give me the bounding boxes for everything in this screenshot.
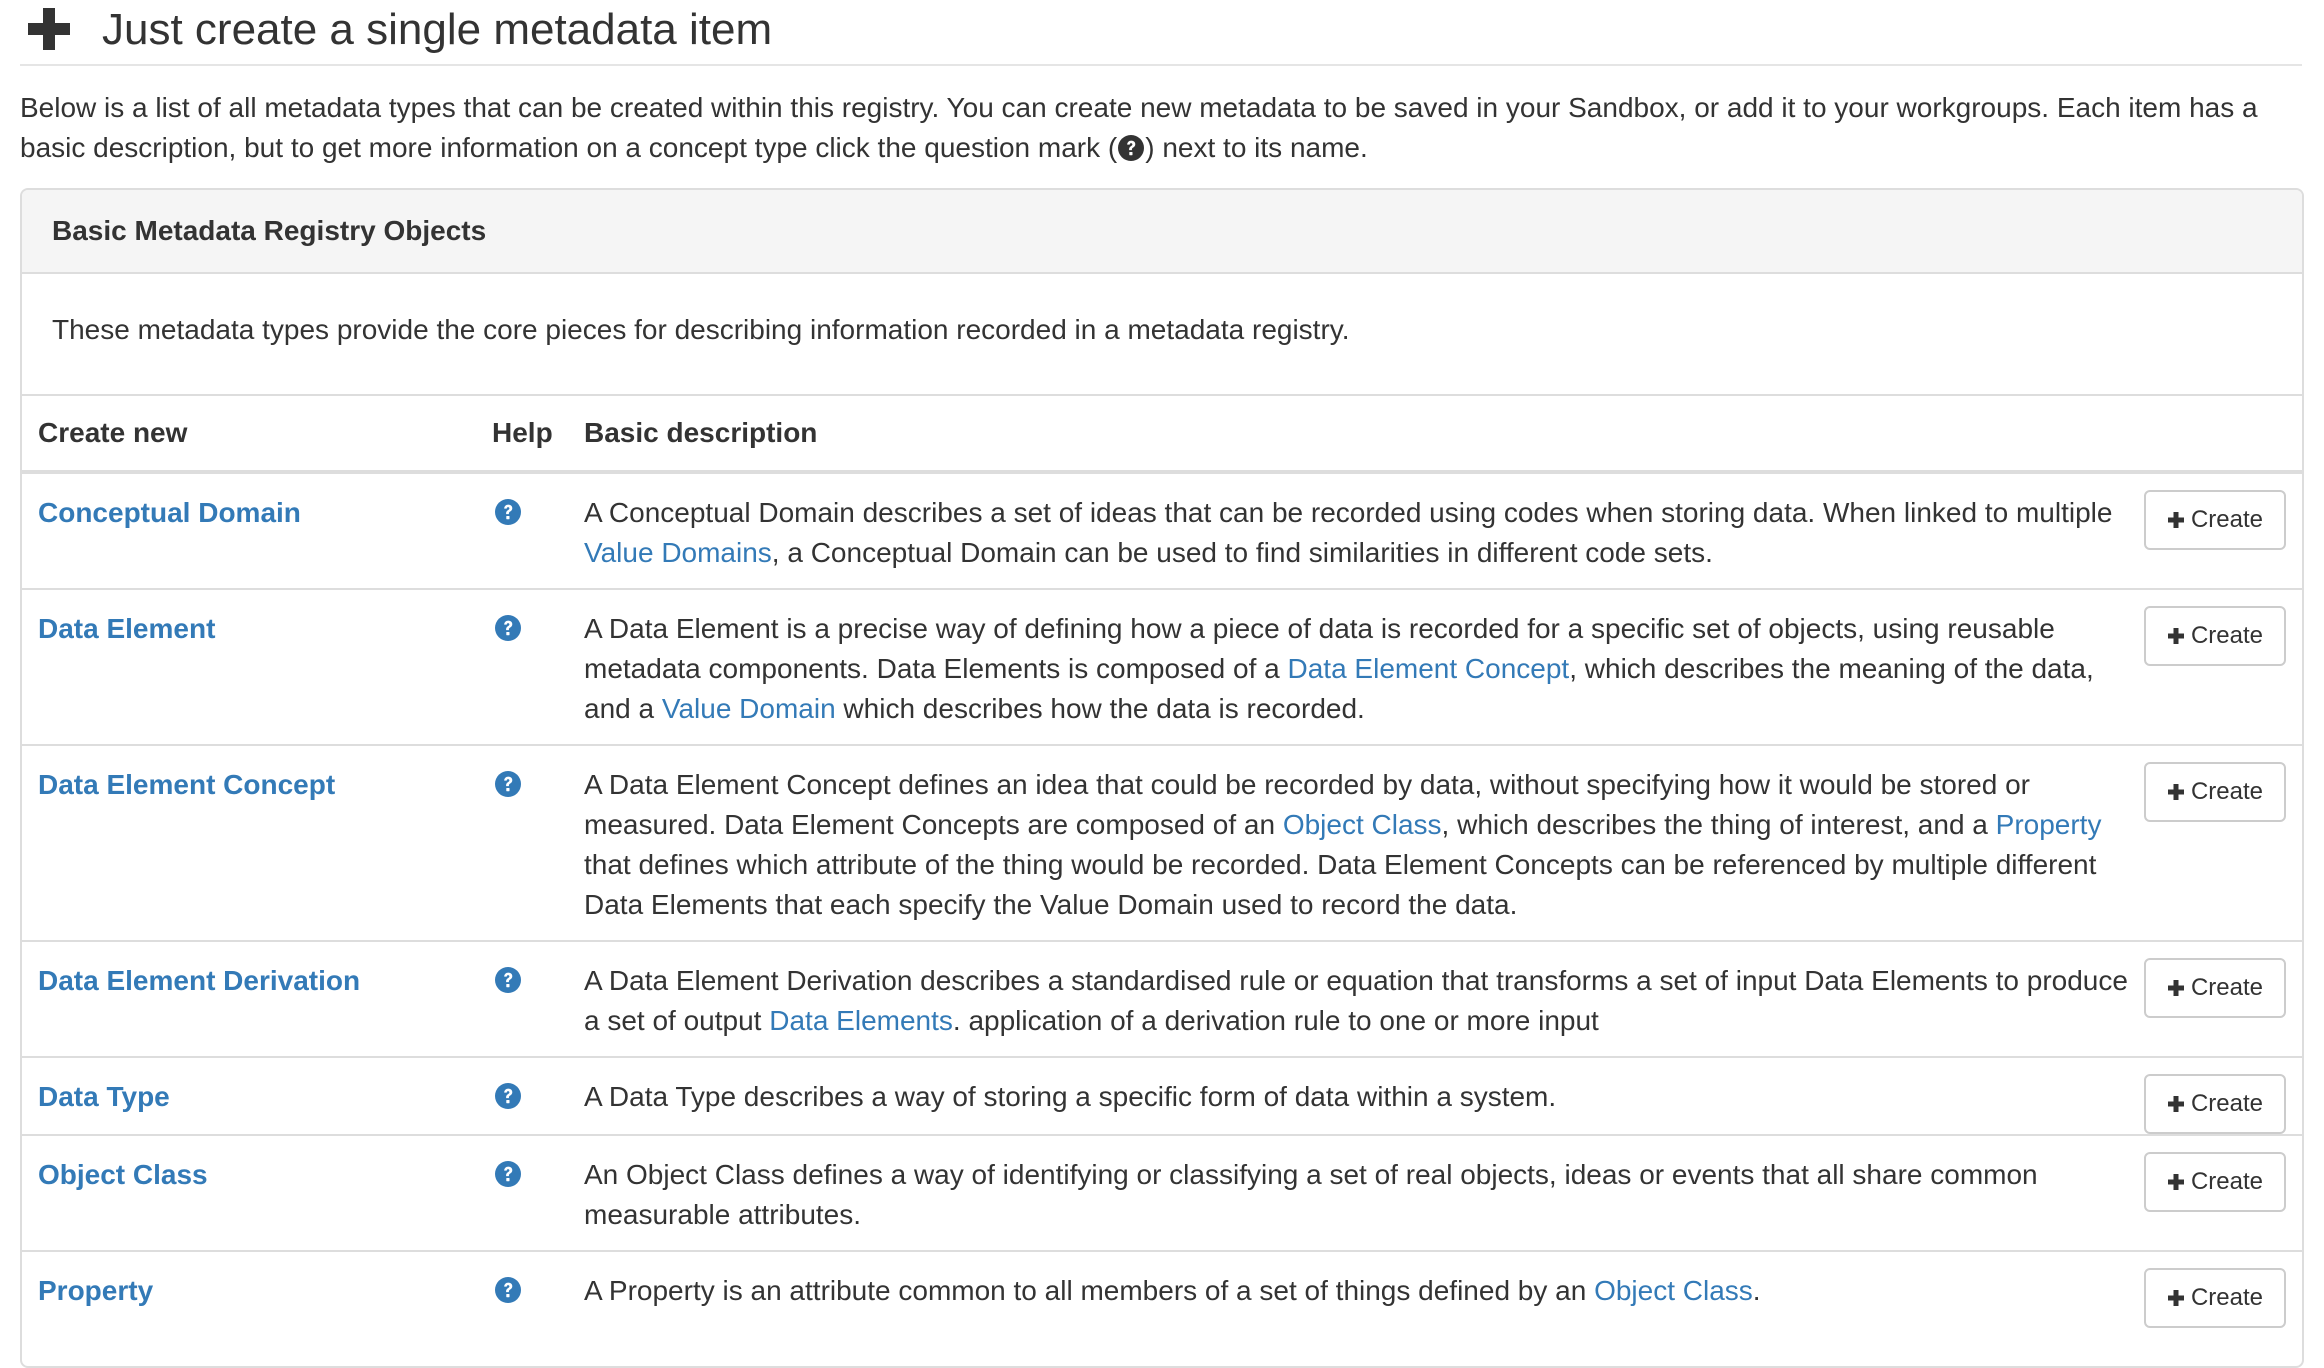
- plus-icon: [2167, 1173, 2185, 1191]
- table-header-row: [22, 396, 2302, 472]
- description-link[interactable]: Value Domain: [661, 693, 836, 724]
- type-name-link[interactable]: Conceptual Domain: [38, 497, 301, 528]
- description-text: that defines which attribute of the thing would be recorded. Data Element Concepts can be referenced by multiple different Data Elements that each specify the Value Domain used to record the data.: [584, 849, 2097, 920]
- create-button[interactable]: [2144, 762, 2286, 822]
- plus-icon: [2167, 783, 2185, 801]
- help-cell: [492, 1057, 584, 1135]
- create-button[interactable]: [2144, 1074, 2286, 1134]
- description-text: A Data Type describes a way of storing a specific form of data within a system.: [584, 1081, 1557, 1112]
- create-button-label: Create: [2190, 974, 2264, 1001]
- intro-text: [20, 88, 2310, 168]
- description-text: , a Conceptual Domain can be used to find similarities in different code sets.: [771, 537, 1713, 568]
- create-button[interactable]: [2144, 490, 2286, 550]
- question-circle-icon[interactable]: [494, 1160, 522, 1188]
- help-cell: [492, 941, 584, 1057]
- description-cell: [584, 745, 2144, 941]
- plus-icon: [2167, 627, 2185, 645]
- action-cell: [2144, 941, 2302, 1057]
- type-name-link[interactable]: Data Type: [38, 1081, 170, 1112]
- description-cell: [584, 472, 2144, 589]
- question-circle-icon[interactable]: [494, 1276, 522, 1304]
- description-cell: [584, 1135, 2144, 1251]
- create-button[interactable]: [2144, 606, 2286, 666]
- create-button[interactable]: [2144, 1268, 2286, 1328]
- create-button-label: Create: [2190, 1168, 2264, 1195]
- section-heading: [20, 0, 2302, 66]
- type-name-link[interactable]: Data Element Derivation: [38, 965, 361, 996]
- type-name-cell: [22, 1057, 492, 1135]
- action-cell: [2144, 1251, 2302, 1328]
- description-text: .: [1752, 1275, 1761, 1306]
- table-row: [22, 1135, 2302, 1251]
- table-body: [22, 472, 2302, 1328]
- question-circle-icon[interactable]: [494, 770, 522, 798]
- help-cell: [492, 472, 584, 589]
- table-row: [22, 941, 2302, 1057]
- description-link[interactable]: Object Class: [1594, 1275, 1753, 1306]
- description-link[interactable]: Data Element Concept: [1287, 653, 1570, 684]
- description-cell: [584, 1251, 2144, 1328]
- description-cell: [584, 589, 2144, 745]
- column-header-help: Help: [492, 396, 584, 472]
- question-circle-icon[interactable]: [494, 614, 522, 642]
- description-text: . application of a derivation rule to one or more input: [952, 1005, 1599, 1036]
- type-name-cell: [22, 1251, 492, 1328]
- description-text: An Object Class defines a way of identifying or classifying a set of real objects, ideas or events that all share common measurable attributes.: [584, 1159, 2038, 1230]
- action-cell: [2144, 472, 2302, 589]
- column-header-description: Basic description: [584, 396, 2144, 472]
- panel-title: Basic Metadata Registry Objects: [52, 215, 487, 246]
- plus-icon: [2167, 1095, 2185, 1113]
- type-name-cell: [22, 472, 492, 589]
- type-name-cell: [22, 941, 492, 1057]
- action-cell: [2144, 589, 2302, 745]
- panel-description-text: These metadata types provide the core pieces for describing information recorded in a metadata registry.: [52, 314, 1350, 345]
- description-text: A Data Element Concept defines an idea that could be recorded by data, without specifying how it would be stored or measured. Data Element Concepts are composed of an: [584, 769, 2030, 840]
- table-row: [22, 589, 2302, 745]
- description-link[interactable]: Property: [1995, 809, 2102, 840]
- help-cell: [492, 1251, 584, 1328]
- plus-icon: [2167, 1289, 2185, 1307]
- create-button-label: Create: [2190, 622, 2264, 649]
- description-text: A Conceptual Domain describes a set of ideas that can be recorded using codes when storing data. When linked to multiple: [584, 497, 2113, 528]
- intro-text-after: ) next to its name.: [1145, 132, 1368, 163]
- create-button-label: Create: [2190, 1090, 2264, 1117]
- description-link[interactable]: Data Elements: [769, 1005, 953, 1036]
- help-cell: [492, 745, 584, 941]
- description-text: A Data Element is a precise way of defining how a piece of data is recorded for a specific set of objects, using reusable metadata components. Data Elements is composed of a: [584, 613, 2055, 684]
- plus-icon: [2167, 511, 2185, 529]
- description-cell: [584, 941, 2144, 1057]
- description-text: , which describes the thing of interest, and a: [1441, 809, 1996, 840]
- action-cell: [2144, 745, 2302, 941]
- create-button[interactable]: [2144, 958, 2286, 1018]
- question-circle-icon: [1117, 133, 1145, 161]
- panel-heading: [22, 190, 2302, 274]
- action-cell: [2144, 1057, 2302, 1135]
- intro-text-before: Below is a list of all metadata types that can be created within this registry. You can create new metadata to be saved in your Sandbox, or add it to your workgroups. Each item has a basic description, but to get more information on a concept type click the question mark (: [20, 92, 2258, 163]
- table-row: [22, 1251, 2302, 1328]
- create-button-label: Create: [2190, 778, 2264, 805]
- description-cell: [584, 1057, 2144, 1135]
- metadata-panel: [20, 188, 2304, 1368]
- description-link[interactable]: Value Domains: [584, 537, 772, 568]
- description-text: A Property is an attribute common to all members of a set of things defined by an: [584, 1275, 1595, 1306]
- create-button-label: Create: [2190, 1284, 2264, 1311]
- column-header-create-new: Create new: [22, 396, 492, 472]
- question-circle-icon[interactable]: [494, 498, 522, 526]
- type-name-link[interactable]: Data Element Concept: [38, 769, 336, 800]
- type-name-link[interactable]: Object Class: [38, 1159, 208, 1190]
- type-name-cell: [22, 745, 492, 941]
- type-name-cell: [22, 1135, 492, 1251]
- plus-icon: [26, 6, 72, 52]
- page-title: Just create a single metadata item: [102, 5, 773, 54]
- question-circle-icon[interactable]: [494, 966, 522, 994]
- type-name-link[interactable]: Property: [38, 1275, 154, 1306]
- description-link[interactable]: Object Class: [1282, 809, 1442, 840]
- panel-description: [22, 274, 2302, 396]
- table-row: [22, 472, 2302, 589]
- create-button[interactable]: [2144, 1152, 2286, 1212]
- description-text: , which describes the meaning of the data, and a: [584, 653, 2094, 724]
- table-row: [22, 1057, 2302, 1135]
- action-cell: [2144, 1135, 2302, 1251]
- metadata-types-table: [22, 396, 2302, 1328]
- help-cell: [492, 589, 584, 745]
- column-header-action: [2144, 396, 2302, 472]
- help-cell: [492, 1135, 584, 1251]
- question-circle-icon[interactable]: [494, 1082, 522, 1110]
- plus-icon: [2167, 979, 2185, 997]
- description-text: which describes how the data is recorded.: [835, 693, 1365, 724]
- type-name-cell: [22, 589, 492, 745]
- table-row: [22, 745, 2302, 941]
- create-button-label: Create: [2190, 506, 2264, 533]
- type-name-link[interactable]: Data Element: [38, 613, 216, 644]
- description-text: A Data Element Derivation describes a standardised rule or equation that transforms a set of input Data Elements to produce a set of output: [584, 965, 2128, 1036]
